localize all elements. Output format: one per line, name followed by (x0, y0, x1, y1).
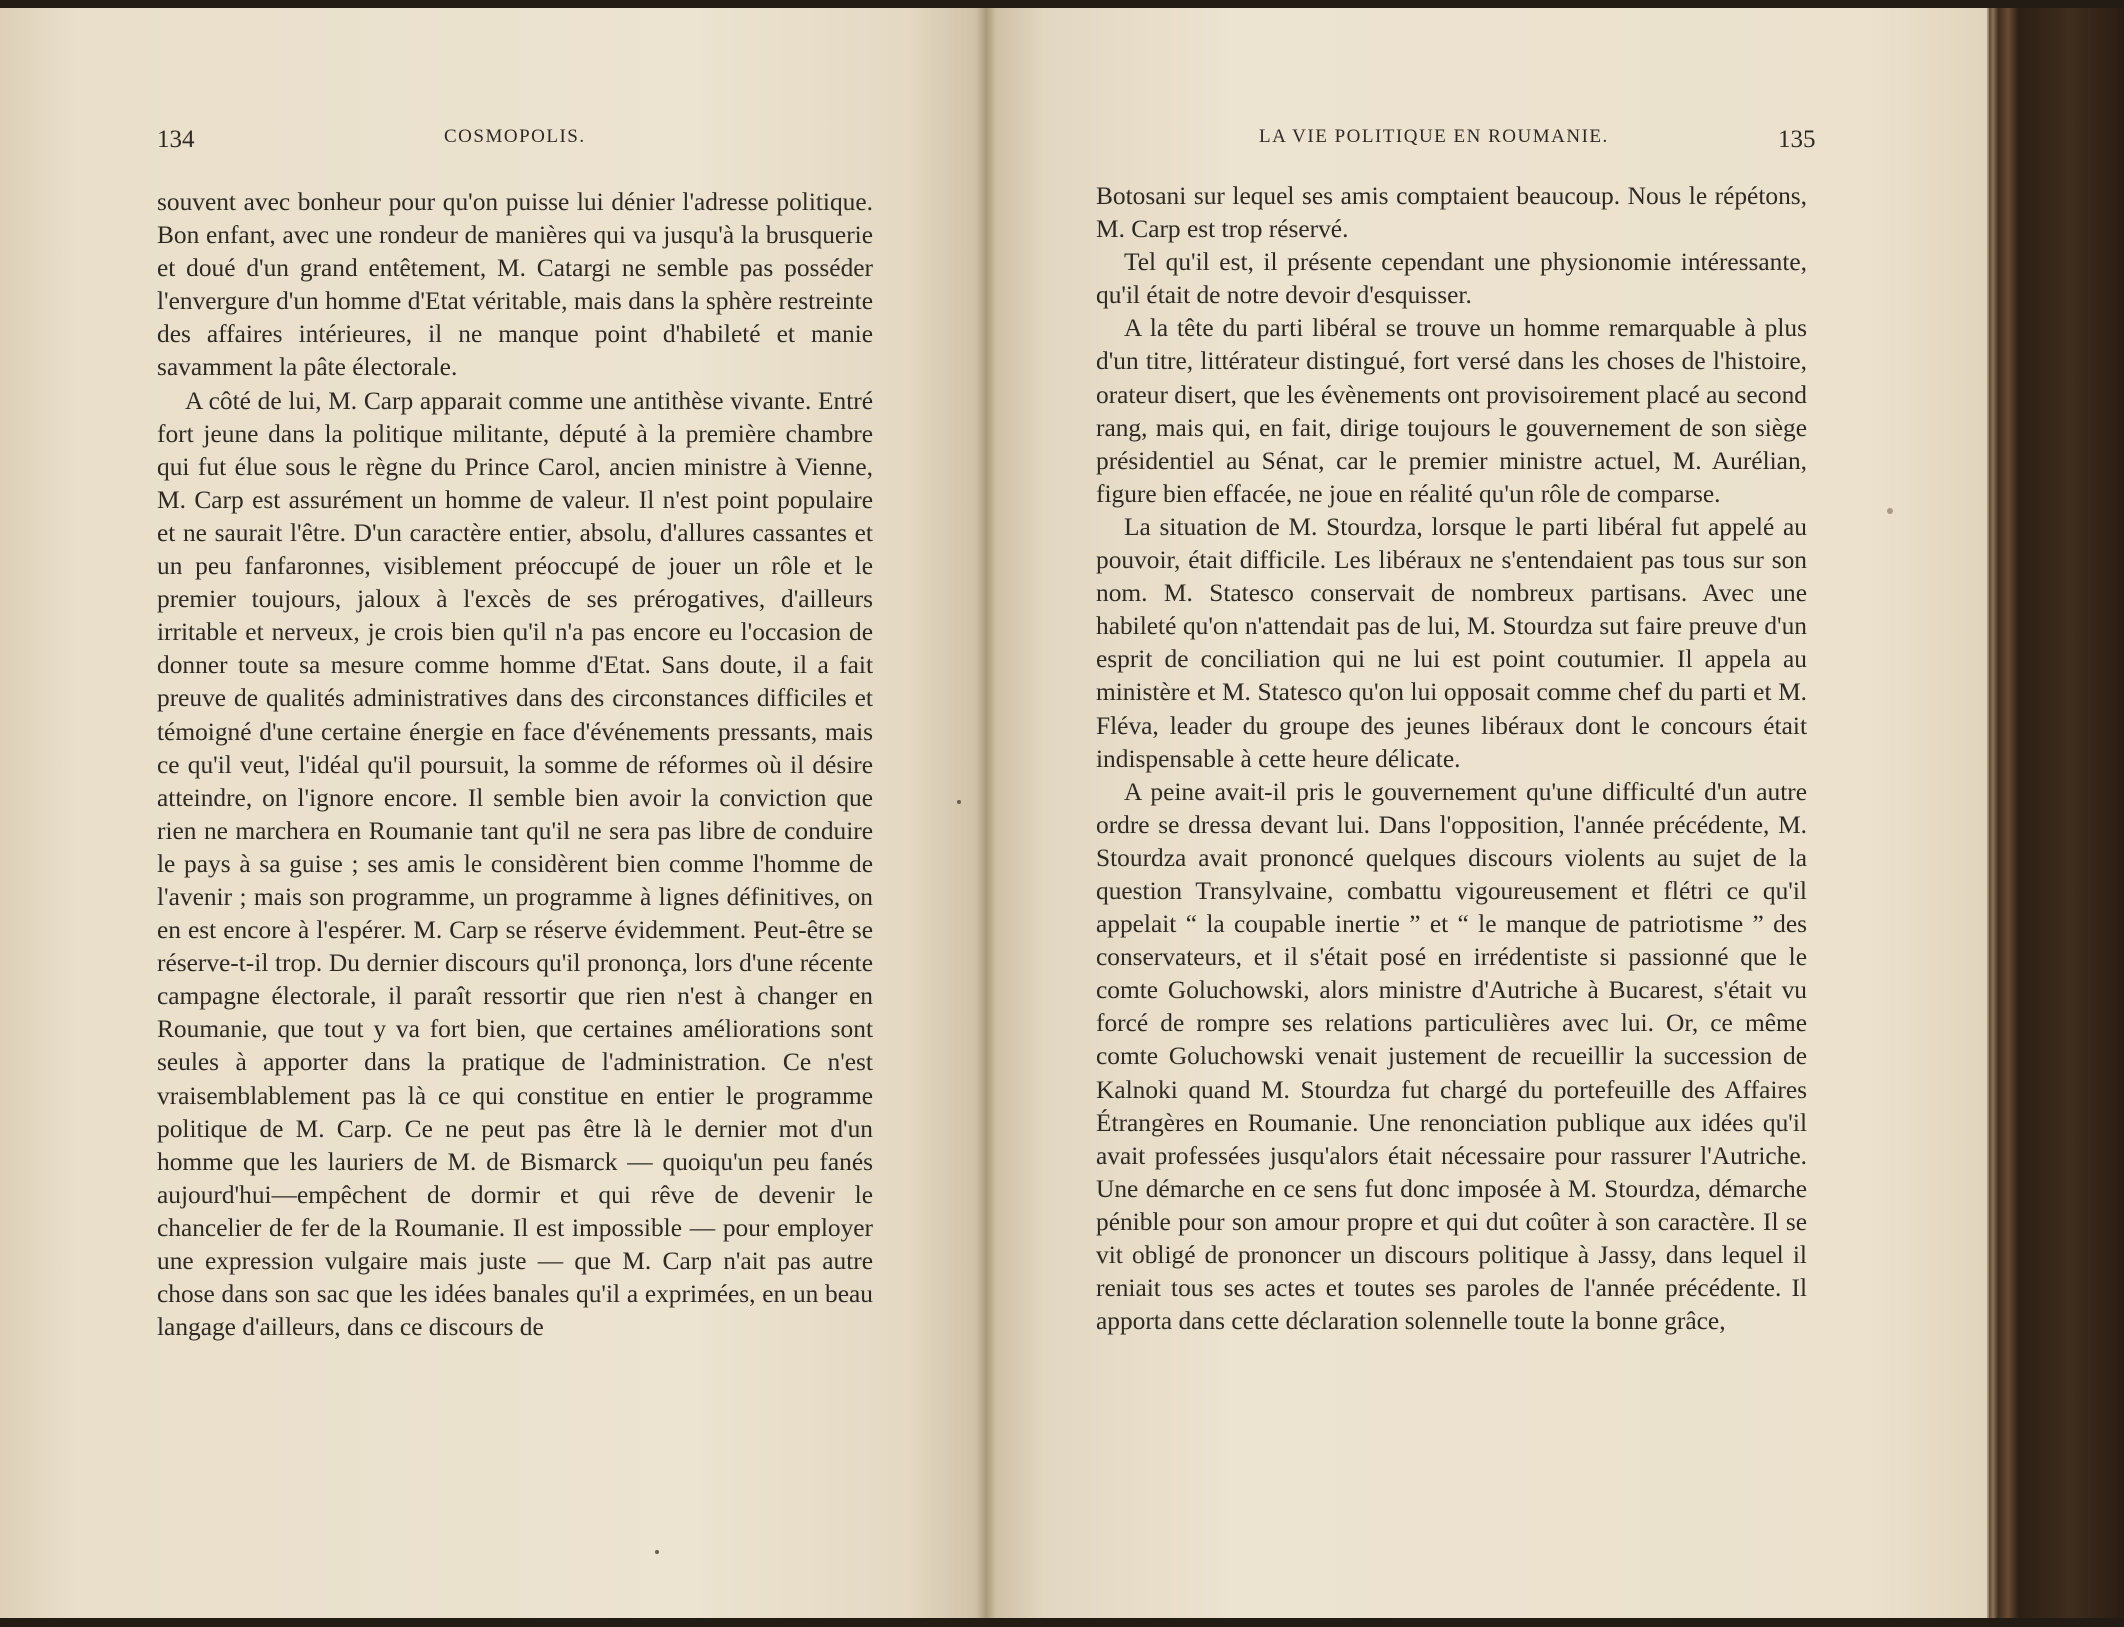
right-page (985, 8, 1989, 1618)
page-number: 134 (157, 126, 195, 153)
book-cover-edge (1989, 8, 2124, 1618)
paragraph: A peine avait-il pris le gouvernement qu'une difficulté d'un autre ordre se dressa devant lui. Dans l'opposition, l'année précédente, M. Stourdza avait prononcé quelques discours violents au sujet de la question Transylvaine, combattu vigoureusement et flétri ce qu'il appelait “ la coupable inertie ” et “ le manque de patriotisme ” des conservateurs, et il s'était posé en irrédentiste si passionné que le comte Goluchowski, alors ministre d'Autriche à Bucarest, s'était vu forcé de rompre ses relations particulières avec lui. Or, ce même comte Goluchowski venait justement de recueillir la succession de Kalnoki quand M. Stourdza fut chargé du portefeuille des Affaires Étrangères en Roumanie. Une renonciation publique aux idées qu'il avait professées jusqu'alors était nécessaire pour rassurer l'Autriche. Une démarche en ce sens fut donc imposée à M. Stourdza, démarche pénible pour son amour propre et qui dut coûter à son caractère. Il se vit obligé de prononcer un discours politique à Jassy, dans lequel il reniait tous ses actes et toutes ses paroles de l'année précédente. Il apporta dans cette déclaration solennelle toute la bonne grâce, (1096, 777, 1807, 1336)
running-head: COSMOPOLIS. (444, 126, 586, 147)
paragraph: A côté de lui, M. Carp apparait comme une antithèse vivante. Entré fort jeune dans la politique militante, député à la première chambre qui fut élue sous le règne du Prince Carol, ancien ministre à Vienne, M. Carp est assurément un homme de valeur. Il n'est point populaire et ne saurait l'être. D'un caractère entier, absolu, d'allures cassantes et un peu fanfaronnes, visiblement préoccupé de jouer un rôle et le premier toujours, jaloux à l'excès de ses prérogatives, d'ailleurs irritable et nerveux, je crois bien qu'il n'a pas encore eu l'occasion de donner toute sa mesure comme homme d'Etat. Sans doute, il a fait preuve de qualités administratives dans des circonstances difficiles et témoigné d'une certaine énergie en face d'événements pressants, mais ce qu'il veut, l'idéal qu'il poursuit, la somme de réformes où il désire atteindre, on l'ignore encore. Il semble bien avoir la conviction que rien ne marchera en Roumanie tant qu'il ne sera pas libre de conduire le pays à sa guise ; ses amis le considèrent bien comme l'homme de l'avenir ; mais son programme, un programme à lignes définitives, on en est encore à l'espérer. M. Carp se réserve évidemment. Peut-être se réserve-t-il trop. Du dernier discours qu'il prononça, lors d'une récente campagne électorale, il paraît ressortir que rien n'est à changer en Roumanie, que tout y va fort bien, que certaines améliorations sont seules à apporter dans la pratique de l'administration. Ce n'est vraisemblablement pas là ce qui constitue en entier le programme politique de M. Carp. Ce ne peut pas être là le dernier mot d'un homme que les lauriers de M. de Bismarck — quoiqu'un peu fanés aujourd'hui—empêchent de dormir et qui rêve de devenir le chancelier de fer de la Roumanie. Il est impossible — pour employer une expression vulgaire mais juste — que M. Carp n'ait pas autre chose dans son sac que les idées banales qu'il a exprimées, en un beau langage d'ailleurs, dans ce discours de (157, 386, 873, 1342)
body-text (157, 186, 873, 1344)
paper-speck (1887, 508, 1893, 514)
book-gutter (976, 8, 996, 1618)
paragraph: La situation de M. Stourdza, lorsque le parti libéral fut appelé au pouvoir, était difficile. Les libéraux ne s'entendaient pas tous sur son nom. M. Statesco conservait de nombreux partisans. Avec une habileté qu'on n'attendait pas de lui, M. Stourdza sut faire preuve d'un esprit de conciliation qui ne lui est point coutumier. Il appela au ministère et M. Statesco qu'on lui opposait comme chef du parti et M. Fléva, leader du groupe des jeunes libéraux dont le concours était indispensable à cette heure délicate. (1096, 512, 1807, 773)
paragraph: Tel qu'il est, il présente cependant une physionomie intéressante, qu'il était de notre devoir d'esquisser. (1096, 248, 1807, 310)
paragraph: Botosani sur lequel ses amis comptaient beaucoup. Nous le répétons, M. Carp est trop réservé. (1096, 182, 1807, 244)
paper-speck (655, 1550, 659, 1554)
paper-speck (957, 800, 961, 804)
body-text (1096, 180, 1807, 1338)
running-head: LA VIE POLITIQUE EN ROUMANIE. (1259, 126, 1609, 147)
paragraph: souvent avec bonheur pour qu'on puisse lui dénier l'adresse politique. Bon enfant, avec une rondeur de manières qui va jusqu'à la brusquerie et doué d'un grand entêtement, M. Catargi ne semble pas posséder l'envergure d'un homme d'Etat véritable, mais dans la sphère restreinte des affaires intérieures, il ne manque point d'habileté et manie savamment la pâte électorale. (157, 188, 873, 382)
left-page (0, 8, 985, 1618)
page-number: 135 (1778, 126, 1816, 153)
paragraph: A la tête du parti libéral se trouve un homme remarquable à plus d'un titre, littérateur distingué, fort versé dans les choses de l'histoire, orateur disert, que les évènements ont provisoirement placé au second rang, mais qui, en fait, dirige toujours le gouvernement de son siège présidentiel au Sénat, car le premier ministre actuel, M. Aurélian, figure bien effacée, ne joue en réalité qu'un rôle de comparse. (1096, 314, 1807, 508)
